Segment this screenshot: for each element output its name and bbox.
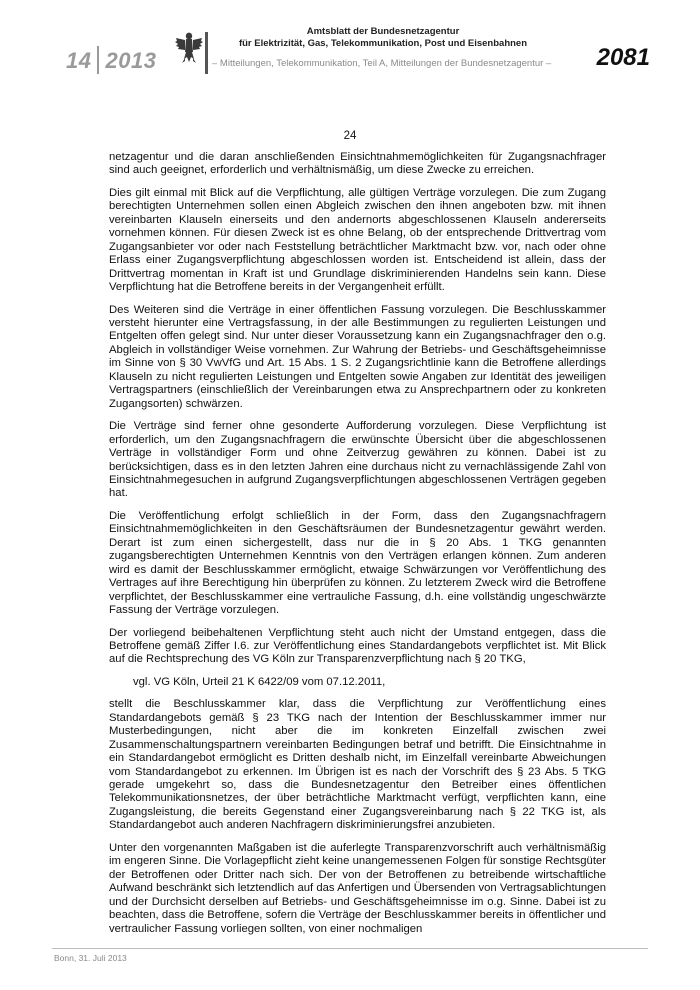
publication-title [218, 26, 548, 50]
citation: vgl. VG Köln, Urteil 21 K 6422/09 vom 07.12.2011, [133, 675, 386, 688]
paragraph: Unter den vorgenannten Maßgaben ist die auferlegte Transparenzvorschrift auch verhältnismäßig im engeren Sinne. Die Vorlagepflicht zieht keine unangemessenen Folgen für sonstige Rechtsgüter der Betroffenen oder Dritter nach sich. Der von der Betroffenen zu betreibende wirtschaftliche Aufwand beschränkt sich letztendlich auf das Anfertigen und Übersenden von Vertragsablichtungen und der Durchsicht derselben auf Betriebs- und Geschäftsgeheimnisse im o.g. Sinne. Dabei ist zu beachten, dass die Betroffene, sofern die Verträge der Beschlusskammer bereits in öffentlicher und vertraulicher Fassung vorliegen sollten, von einer nochmaligen [109, 841, 606, 935]
paragraph: Die Verträge sind ferner ohne gesonderte Aufforderung vorzulegen. Diese Verpflichtung ist erforderlich, um den Zugangsnachfragern die erwünschte Übersicht über die abgeschlossenen Verträge in vollständiger Form und ohne Zeitverzug gewähren zu können. Dabei ist zu berücksichtigen, dass es in den letzten Jahren eine durchaus nicht zu vernachlässigende Zahl von Einsichtnahmegesuchen in aufgrund Zugangsverpflichtungen abgeschlossenen Verträgen gegeben hat. [109, 420, 606, 500]
paragraph: Die Veröffentlichung erfolgt schließlich in der Form, dass den Zugangsnachfragern Einsichtnahmemöglichkeiten in den Geschäftsräumen der Bundesnetzagentur gewährt werden. Derart ist zum einen sichergestellt, dass nur die in § 20 Abs. 1 TKG genannten zugangsberechtigten Unternehmen Kenntnis von den Verträgen erlangen können. Zum anderen wird es damit der Beschlusskammer ermöglicht, etwaige Schwärzungen vor Veröffentlichung des Vertrages auf ihre Berechtigung hin überprüfen zu können. Zu letzterem Zweck wird die Betroffene verpflichtet, der Beschlusskammer eine vertrauliche Fassung, d.h. eine vollständig ungeschwärzte Fassung der Verträge vorzulegen. [109, 509, 606, 617]
footer-date: Bonn, 31. Juli 2013 [54, 953, 127, 963]
issue-label [66, 46, 156, 74]
paragraph: netzagentur und die daran anschließenden Einsichtnahmemöglichkeiten für Zugangsnachfrager sind auch geeignet, erforderlich und verhältnismäßig, um diese Zwecke zu erreichen. [109, 151, 606, 177]
paragraph: Dies gilt einmal mit Blick auf die Verpflichtung, alle gültigen Verträge vorzulegen. Die zum Zugang berechtigten Unternehmen sollen einen Abgleich zwischen den ihnen angeboten bzw. mit ihnen vereinbarten Klauseln einerseits und den andernorts abgeschlossenen Klauseln andererseits vornehmen können. Für diesen Zweck ist es ohne Belang, ob der entsprechende Drittvertrag vom Zugangsanbieter vor oder nach Feststellung beträchtlicher Marktmacht bzw. vor, nach oder ohne Erlass einer Zugangsverpflichtung abgeschlossen worden ist. Entscheidend ist allein, dass der Drittvertrag momentan in Kraft ist und Grundlage diskriminierenden Handelns sein kann. Diese Verpflichtung hat die Betroffene bereits in der Vergangenheit erfüllt. [109, 186, 606, 294]
issue-number: 14 [66, 48, 92, 73]
paragraph: stellt die Beschlusskammer klar, dass die Verpflichtung zur Veröffentlichung eines Standardangebots gemäß § 23 TKG nach der Intention der Beschlusskammer immer nur Musterbedingungen, nicht aber die im konkreten Einzelfall zwischen zwei Zusammenschaltungspartnern vereinbarten Bedingungen betraf und betrifft. Die Einsichtnahme in ein Standardangebot ermöglicht es Dritten deshalb nicht, im Einzelfall vereinbarte Abweichungen vom Standardangebot zu erkennen. Im Übrigen ist es nach der Vorschrift des § 23 Abs. 5 TKG gerade umgekehrt so, dass die Bundesnetzagentur den Betreiber eines öffentlichen Telekommunikationsnetzes, der über beträchtliche Marktmacht verfügt, verpflichten kann, eine Zugangsleistung, die bereits Gegenstand einer Zugangsvereinbarung nach § 22 TKG ist, als Standardangebot auch anderen Nachfragern diskriminierungsfrei anzubieten. [109, 698, 606, 832]
footer-divider [52, 948, 648, 949]
page-number: 2081 [596, 44, 650, 71]
document-body [109, 151, 606, 945]
header-divider [205, 32, 208, 74]
section-subtitle: – Mitteilungen, Telekommunikation, Teil A, Mitteilungen der Bundesnetzagentur – [212, 58, 552, 69]
paragraph: Des Weiteren sind die Verträge in einer öffentlichen Fassung vorzulegen. Die Beschlusskammer versteht hierunter eine Vertragsfassung, in der alle Bestimmungen zu regulierten Leistungen und Entgelten offen gelegt sind. Nur unter dieser Voraussetzung kann ein Zugangsnachfrager den o.g. Abgleich in vollständiger Weise vornehmen. Zur Wahrung der Betriebs- und Geschäftsgeheimnisse im Sinne von § 30 VwVfG und Art. 15 Abs. 1 S. 2 Zugangsrichtlinie kann die Betroffene allerdings Klauseln zu nicht regulierten Leistungen und Entgelten sowie Angaben zur Identität des jeweiligen Vertragspartners (einschließlich der Vereinbarungen etwa zu Ansprechpartnern oder zu konkreten Zugangsorten) schwärzen. [109, 303, 606, 410]
page-header [0, 0, 700, 80]
publication-title-line2: für Elektrizität, Gas, Telekommunikation, Post und Eisenbahnen [238, 38, 528, 49]
issue-separator [97, 46, 99, 74]
publication-title-line1: Amtsblatt der Bundesnetzagentur [306, 26, 460, 37]
paragraph: Der vorliegend beibehaltenen Verpflichtung steht auch nicht der Umstand entgegen, dass die Betroffene gemäß Ziffer I.6. zur Veröffentlichung eines Standardangebots verpflichtet ist. Mit Blick auf die Rechtsprechung des VG Köln zur Transparenzverpflichtung nach § 20 TKG, [109, 626, 606, 666]
federal-eagle-icon [174, 30, 204, 64]
issue-year: 2013 [105, 48, 157, 73]
inner-page-number: 24 [343, 130, 357, 142]
